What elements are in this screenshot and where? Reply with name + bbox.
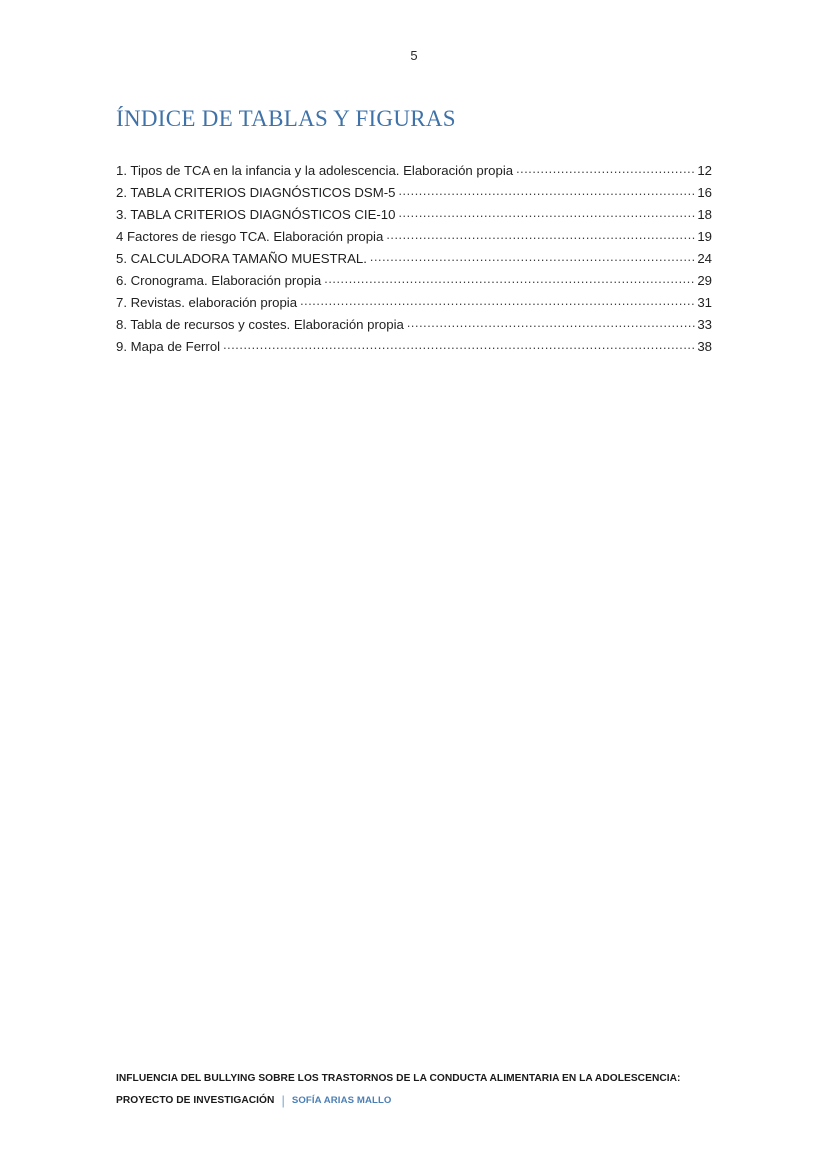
toc-entry-label: 1. Tipos de TCA en la infancia y la adolescencia. Elaboración propia: [116, 163, 514, 178]
toc-entry-page: 38: [697, 339, 712, 354]
toc-entry-label: 5. CALCULADORA TAMAÑO MUESTRAL.: [116, 251, 367, 266]
page-content: [116, 106, 712, 358]
toc-entry-label: 3. TABLA CRITERIOS DIAGNÓSTICOS CIE-10: [116, 207, 396, 222]
toc-entry-label: 4 Factores de riesgo TCA. Elaboración propia: [116, 229, 384, 244]
toc-leader-dots: [407, 313, 696, 334]
toc-entry-page: 19: [697, 229, 712, 244]
toc-leader-dots: [324, 269, 696, 290]
toc-entry[interactable]: [116, 248, 712, 269]
toc-entry-label: 8. Tabla de recursos y costes. Elaboración propia: [116, 317, 404, 332]
toc-entry-page: 12: [697, 163, 712, 178]
toc-entry-page: 24: [697, 251, 712, 266]
toc-leader-dots: [398, 181, 696, 202]
toc-entry[interactable]: [116, 204, 712, 225]
toc-title: ÍNDICE DE TABLAS Y FIGURAS: [116, 106, 456, 131]
toc-entry-page: 16: [697, 185, 712, 200]
toc-entry[interactable]: [116, 292, 712, 313]
toc-leader-dots: [398, 203, 696, 224]
toc-entry-label: 9. Mapa de Ferrol: [116, 339, 221, 354]
toc-entry[interactable]: [116, 336, 712, 357]
toc-entry-page: 18: [697, 207, 712, 222]
toc-leader-dots: [370, 247, 696, 268]
toc-entry-label: 2. TABLA CRITERIOS DIAGNÓSTICOS DSM-5: [116, 185, 396, 200]
toc-leader-dots: [223, 335, 696, 356]
page-footer: [116, 1068, 728, 1112]
toc-leader-dots: [516, 159, 696, 180]
toc-entry[interactable]: [116, 160, 712, 181]
footer-subtitle: PROYECTO DE INVESTIGACIÓN: [116, 1095, 275, 1106]
toc-entry-label: 7. Revistas. elaboración propia: [116, 295, 298, 310]
footer-separator: |: [281, 1092, 285, 1108]
toc-entry-page: 29: [697, 273, 712, 288]
toc-leader-dots: [386, 225, 696, 246]
toc-entry[interactable]: [116, 182, 712, 203]
toc-entry[interactable]: [116, 226, 712, 247]
toc-list: [116, 160, 712, 357]
toc-entry-page: 33: [697, 317, 712, 332]
footer-author: SOFÍA ARIAS MALLO: [291, 1095, 392, 1106]
toc-entry-label: 6. Cronograma. Elaboración propia: [116, 273, 322, 288]
footer-subtitle-line: [116, 1090, 728, 1112]
toc-entry-page: 31: [697, 295, 712, 310]
toc-entry[interactable]: [116, 270, 712, 291]
footer-title-line: INFLUENCIA DEL BULLYING SOBRE LOS TRASTORNOS DE LA CONDUCTA ALIMENTARIA EN LA ADOLESCENCIA:: [116, 1073, 681, 1084]
page-number: 5: [410, 48, 418, 63]
toc-entry[interactable]: [116, 314, 712, 335]
toc-leader-dots: [300, 291, 696, 312]
